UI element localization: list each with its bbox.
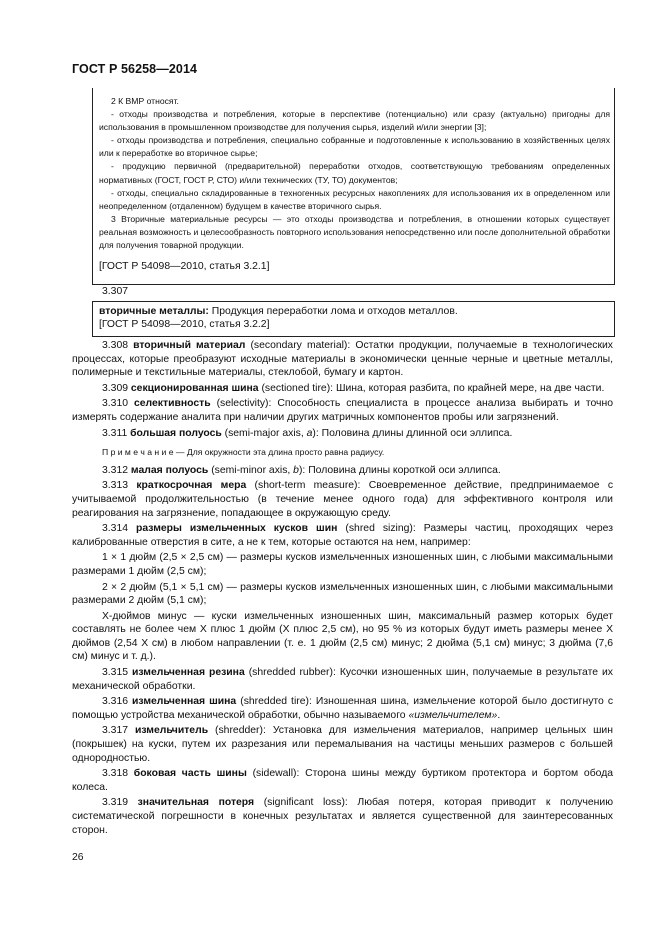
punctuation: .: [497, 709, 501, 721]
page-number: 26: [72, 852, 84, 863]
term: размеры измельченных кусков шин: [136, 523, 338, 535]
entry-number: 3.315: [102, 667, 129, 679]
entry-number: 3.318: [102, 768, 129, 780]
definition-text: Шина, которая разбита, по крайней мере, на две части.: [335, 382, 605, 394]
english-term: (shredded rubber):: [248, 667, 336, 679]
shred-size-example: 1 × 1 дюйм (2,5 × 2,5 см) — размеры кусков измельченных изношенных шин, с любыми максимальными размерами 1 дюйм (2,5 см);: [72, 552, 613, 577]
term: вторичные металлы:: [99, 306, 209, 317]
italic-term: «измельчителем»: [408, 709, 498, 721]
entry-3312: [72, 464, 613, 478]
definition-box: [92, 301, 615, 337]
note-line: 2 К ВМР относят.: [111, 96, 179, 106]
entry-number: 3.317: [102, 725, 129, 737]
entry-3317: [72, 724, 613, 765]
english-term: (sidewall):: [252, 768, 300, 780]
english-term: (selectivity):: [216, 398, 272, 410]
definition-text: Остатки продукции, получаемые в технологических процессах, которые преобразуют исходные материалы в экономически ценные черные и цветные металлы, полимерные и текстильные материалы, стеклобой, бумагу и картон.: [72, 340, 613, 379]
entry-3314: [72, 522, 613, 549]
notes-box: [92, 88, 615, 285]
definition-text: Кусочки изношенных шин, получаемые в результате их механической обработки.: [72, 667, 613, 692]
english-term: (semi-major axis,: [224, 427, 304, 439]
term: боковая часть шины: [133, 768, 247, 780]
term: измельченная шина: [132, 696, 237, 708]
entry-3316: [72, 695, 613, 722]
definition-text: Своевременное действие, предпринимаемое с учитываемой продолжительностью (в течение менее одного года) для эффективного контроля или реагирования на загрязнение, попадающее в окружающую среду.: [72, 480, 614, 519]
entry-number: 3.314: [102, 523, 129, 535]
english-term: (shredder):: [215, 725, 266, 737]
definition-text: Продукция переработки лома и отходов металлов.: [211, 306, 458, 317]
term: секционированная шина: [130, 382, 259, 394]
entry-number: 3.307: [102, 286, 129, 297]
entry-number: 3.308: [102, 340, 129, 351]
reference-citation: [ГОСТ Р 54098—2010, статья 3.2.2]: [99, 319, 270, 330]
term: вторичный материал: [133, 340, 246, 351]
note-line: - отходы, специально складированные в техногенных ресурсных накоплениях для использования их в определенном или неопределенном (отдаленном) будущем в качестве вторичного сырья.: [99, 187, 610, 211]
definition-text: Любая потеря, которая приводит к получению систематической погрешности в конечных результатах и является существенной для заинтересованных сторон.: [72, 797, 614, 836]
entry-number: 3.316: [102, 696, 129, 708]
definition-text: Установка для измельчения материалов, например цельных шин (покрышек) на куски, путем их разрезания или перемалывания на частицы меньших размеров с большей однородностью.: [72, 725, 613, 764]
entry-3318: [72, 767, 613, 794]
entry-number: 3.309: [102, 382, 129, 394]
english-term: (secondary material):: [250, 340, 351, 351]
term: измельченная резина: [131, 667, 245, 679]
english-term: (significant loss):: [263, 797, 348, 809]
body-text: [72, 339, 613, 837]
term: измельчитель: [134, 725, 209, 737]
entry-3311: [72, 427, 613, 441]
entry-3308: [72, 339, 613, 380]
entry-number: 3.311: [102, 427, 128, 439]
entry-number: 3.310: [102, 398, 129, 410]
english-term-end: ):: [298, 464, 306, 476]
shred-size-example: 2 × 2 дюйм (5,1 × 5,1 см) — размеры кусков измельченных изношенных шин, с любыми максимальными размерами 2 дюйм (5,1 см);: [72, 581, 613, 607]
definition-text: Изношенная шина, измельчение которой было достигнуто с помощью устройства механической обработки, обычно называемого: [72, 696, 614, 721]
english-term: (sectioned tire):: [261, 382, 334, 394]
note-line: 3 Вторичные материальные ресурсы — это отходы производства и потребления, в отношении которых существует реальная возможность и целесообразность повторного использования непосредственно или после дополнительной обработки для получения товарной продукции.: [99, 213, 610, 251]
entry-3310: [72, 397, 613, 424]
document-header-title: ГОСТ Р 56258—2014: [72, 62, 198, 76]
note-3311: П р и м е ч а н и е — Для окружности эта длина просто равна радиусу.: [102, 447, 385, 458]
entry-3313: [72, 479, 613, 520]
entry-3315: [72, 666, 613, 693]
english-term: (semi-minor axis,: [211, 464, 291, 476]
term: значительная потеря: [137, 797, 255, 809]
variable: a: [306, 427, 313, 439]
english-term-end: ):: [312, 427, 319, 439]
shred-size-example: X-дюймов минус — куски измельченных изношенных шин, максимальный размер которых будет составлять не более чем X плюс 1 дюйм (X плюс 2,5 см), но 95 % из которых будут иметь размеры менее X дюймов (2,54 X см) в любом направлении (т. е. 1 дюйм (2,5 см) минус; 2 дюйма (5,1 см) минус; 3 дюйма (7,6 см) минус и т. д.).: [72, 610, 613, 663]
note-line: - отходы производства и потребления, специально собранные и подготовленные к использованию в хозяйственных целях или к переработке во вторичное сырье;: [99, 135, 610, 159]
english-term: (short-term measure):: [254, 480, 361, 492]
entry-number: 3.319: [102, 797, 129, 809]
note-line: - отходы производства и потребления, которые в перспективе (потенциально) или сразу (актуально) пригодны для использования в промышленном производстве для получения сырья, изделий и/или энергии [3];: [99, 109, 610, 133]
english-term: (shred sizing):: [345, 523, 416, 535]
term: краткосрочная мера: [136, 480, 247, 492]
entry-number: 3.312: [102, 464, 129, 476]
term: малая полуось: [130, 464, 209, 476]
entry-number: 3.313: [102, 480, 129, 492]
reference-citation: [ГОСТ Р 54098—2010, статья 3.2.1]: [99, 261, 270, 273]
english-term: (shredded tire):: [240, 696, 312, 708]
definition-text: Размеры частиц, проходящих через калиброванные отверстия в сите, а не к тем, которые остаются на нем, например:: [72, 523, 613, 548]
term: большая полуось: [130, 427, 222, 439]
definition-text: Сторона шины между буртиком протектора и бортом обода колеса.: [72, 768, 614, 793]
definition-text: Половина длины короткой оси эллипса.: [308, 464, 501, 476]
definition-text: Половина длины длинной оси эллипса.: [321, 427, 513, 439]
definition-line: [93, 305, 614, 318]
definition-text: Способность специалиста в процессе анализа выбирать и точно измерять содержание аналита при наличии других матричных компонентов пробы или загрязнений.: [72, 398, 613, 423]
term: селективность: [133, 398, 211, 410]
entry-3319: [72, 796, 613, 837]
variable: b: [293, 464, 299, 476]
entry-3309: [72, 382, 613, 396]
note-line: - продукцию первичной (предварительной) переработки отходов, соответствующую требованиям определенных нормативных (ГОСТ, ГОСТ Р, СТО) и/или технических (ТУ, ТО) документов;: [99, 161, 610, 185]
